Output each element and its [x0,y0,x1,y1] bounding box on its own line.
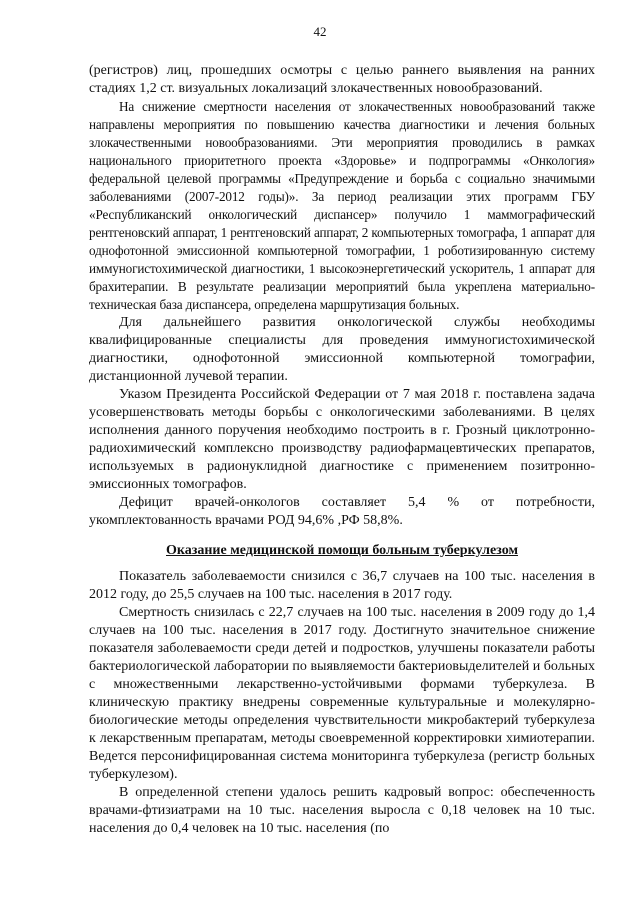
paragraph-staffing: В определенной степени удалось решить кадровый вопрос: обеспеченность врачами-фтизиатрами на 10 тыс. населения выросла с 0,18 человек на 10 тыс. населения до 0,4 человек на 10 тыс. населения (по [89,785,595,836]
paragraph-tb-mortality: Смертность снизилась с 22,7 случаев на 100 тыс. населения в 2009 году до 1,4 случаев на 100 тыс. населения в 2017 году. Достигнуто значительное снижение показателя заболеваемости среди детей и подростков, улучшены показатели работы бактериологической лаборатории по выявляемости бактериовыделителей и больных с множественными лекарственно-устойчивыми формами туберкулеза. В клиническую практику внедрены современные культуральные и молекулярно-биологические методы определения чувствительности микробактерий туберкулеза к лекарственным препаратам, методы своевременной корректировки химиотерапии. Ведется персонифицированная система мониторинга туберкулеза (регистр больных туберкулезом). [89,605,595,782]
paragraph-screening-continuation: (регистров) лиц, прошедших осмотры с целью раннего выявления на ранних стадиях 1,2 ст. визуальных локализаций злокачественных новообразований. [89,63,595,96]
section-heading-tuberculosis: Оказание медицинской помощи больным туберкулезом [166,543,518,558]
paragraph-oncology-specialists: Для дальнейшего развития онкологической службы необходимы квалифицированные специалисты для проведения иммуногистохимической диагностики, однофотонной эмиссионной компьютерной томографии, дистанционной лучевой терапии. [89,315,595,384]
paragraph-oncologist-deficit: Дефицит врачей-онкологов составляет 5,4 % от потребности, укомплектованность врачами РОД 94,6% ,РФ 58,8%. [89,495,595,528]
paragraph-incidence: Показатель заболеваемости снизился с 36,7 случаев на 100 тыс. населения в 2012 году, до 25,5 случаев на 100 тыс. населения в 2017 году. [89,569,595,602]
paragraph-mortality-reduction: На снижение смертности населения от злокачественных новообразований также направлены мероприятия по повышению качества диагностики и лечения больных злокачественными новообразованиями. Эти мероприятия проводились в рамках национального приоритетного проекта «Здоровье» и подпрограммы «Онкология» федеральной целевой программы «Предупреждение и борьба с социально значимыми заболеваниями (2007-2012 годы)». За период реализации этих программ ГБУ «Республиканский онкологический диспансер» получило 1 маммографический рентгеновский аппарат, 1 рентгеновский аппарат, 2 компьютерных томографа, 1 аппарат для однофотонной эмиссионной компьютерной томографии, 1 роботизированную систему иммуногистохимической диагностики, 1 высокоэнергетический ускоритель, 1 аппарат для брахитерапии. В результате реализации мероприятий была укреплена материально-техническая база диспансера, определена маршрутизация больных. [89,99,595,312]
paragraph-presidential-decree: Указом Президента Российской Федерации от 7 мая 2018 г. поставлена задача усовершенствовать методы борьбы с онкологическими заболеваниями. В целях исполнения данного поручения необходимо построить в г. Грозный циклотронно-радиохимический комплексно производству радиофармацевтических препаратов, используемых в радионуклидной диагностике с применением позитронно-эмиссионных томографов. [89,387,595,492]
document-body [89,62,595,838]
page-number: 42 [313,24,327,39]
